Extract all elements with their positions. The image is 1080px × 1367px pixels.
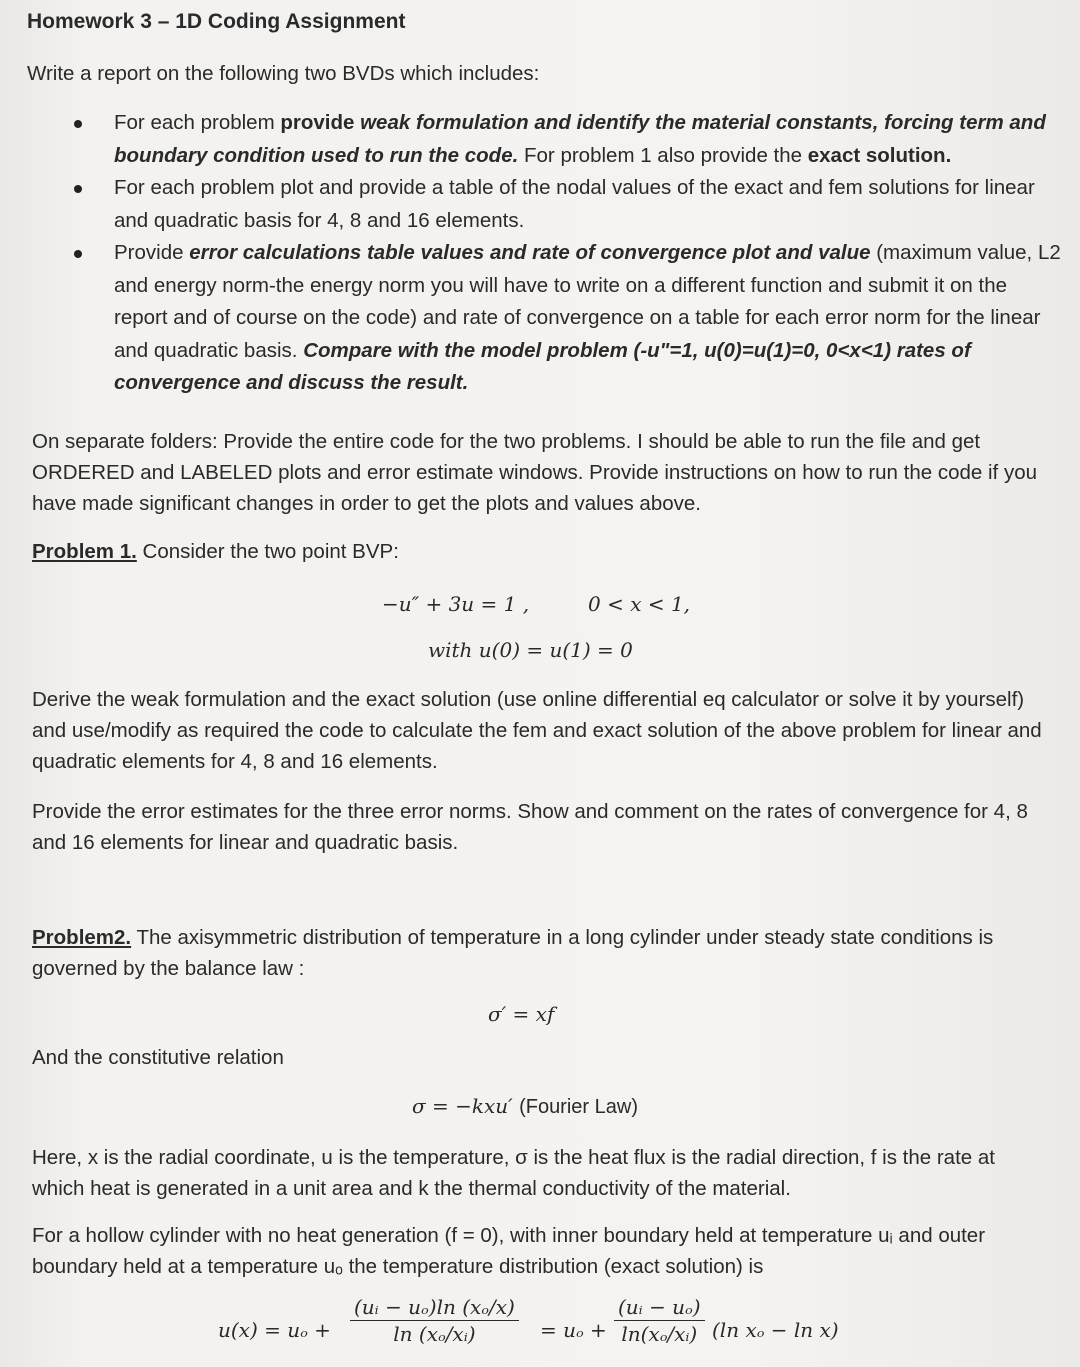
variables-paragraph: Here, x is the radial coordinate, u is the temperature, σ is the heat flux is the radial direction, f is the rate at which heat is generated in a unit area and k the thermal conductivity of the material. bbox=[32, 1146, 995, 1200]
requirements-list bbox=[64, 107, 1064, 400]
problem1-domain: 0 < x < 1, bbox=[588, 592, 691, 616]
list-item: Provide error calculations table values and rate of convergence plot and value (maximum value, L2 and energy norm-the energy norm you will have to write on a different function and submit it on the report and of course on the code) and rate of convergence on a table for each error norm for the linear and quadratic basis. Compare with the model problem (-u"=1, u(0)=u(1)=0, 0<x<1) rates of convergence and discuss the result. bbox=[64, 237, 1064, 400]
list-item: For each problem plot and provide a table of the nodal values of the exact and fem solutions for linear and quadratic basis for 4, 8 and 16 elements. bbox=[64, 172, 1064, 237]
solution-lhs: u(x) = uₒ + bbox=[218, 1318, 331, 1342]
problem1-equation: −u″ + 3u = 1 , bbox=[382, 592, 530, 616]
constitutive-text: And the constitutive relation bbox=[32, 1046, 284, 1069]
page-title: Homework 3 – 1D Coding Assignment bbox=[27, 10, 406, 33]
solution-tail: (ln xₒ − ln x) bbox=[712, 1318, 839, 1342]
solution-fraction-1: $\frac{\text{(uᵢ − uₒ)ln (xₒ/x)}}{\text{ln (xₒ/xᵢ)}}$ bbox=[350, 1294, 519, 1347]
fourier-law-equation: σ = −kxu′ (Fourier Law) bbox=[412, 1094, 638, 1118]
problem1-errors-paragraph: Provide the error estimates for the three error norms. Show and comment on the rates of convergence for 4, 8 and 16 elements for linear and quadratic basis. bbox=[32, 800, 1028, 854]
problem2-heading: Problem2. The axisymmetric distribution of temperature in a long cylinder under steady state conditions is governed by the balance law : bbox=[32, 926, 994, 980]
hollow-cylinder-paragraph: For a hollow cylinder with no heat generation (f = 0), with inner boundary held at temperature uᵢ and outer boundary held at a temperature uₒ the temperature distribution (exact solution) is bbox=[32, 1224, 986, 1278]
problem1-heading: Problem 1. Consider the two point BVP: bbox=[32, 540, 399, 563]
problem1-boundary-conditions: with u(0) = u(1) = 0 bbox=[428, 638, 633, 662]
folders-paragraph: On separate folders: Provide the entire code for the two problems. I should be able to run the file and get ORDERED and LABELED plots and error estimate windows. Provide instructions on how to run the code if you have made significant changes in order to get the plots and values above. bbox=[32, 430, 1037, 515]
solution-fraction-2: $\frac{\text{(uᵢ − uₒ)}}{\text{ln(xₒ/xᵢ)}}$ bbox=[614, 1294, 705, 1347]
solution-middle: = uₒ + bbox=[540, 1318, 607, 1342]
intro-text: Write a report on the following two BVDs which includes: bbox=[27, 62, 540, 85]
problem1-derive-paragraph: Derive the weak formulation and the exact solution (use online differential eq calculator or solve it by yourself) and use/modify as required the code to calculate the fem and exact solution of the above problem for linear and quadratic elements for 4, 8 and 16 elements. bbox=[32, 688, 1042, 773]
list-item: For each problem provide weak formulation and identify the material constants, forcing term and boundary condition used to run the code. For problem 1 also provide the exact solution. bbox=[64, 107, 1064, 172]
balance-law-equation: σ′ = xf bbox=[488, 1002, 555, 1026]
